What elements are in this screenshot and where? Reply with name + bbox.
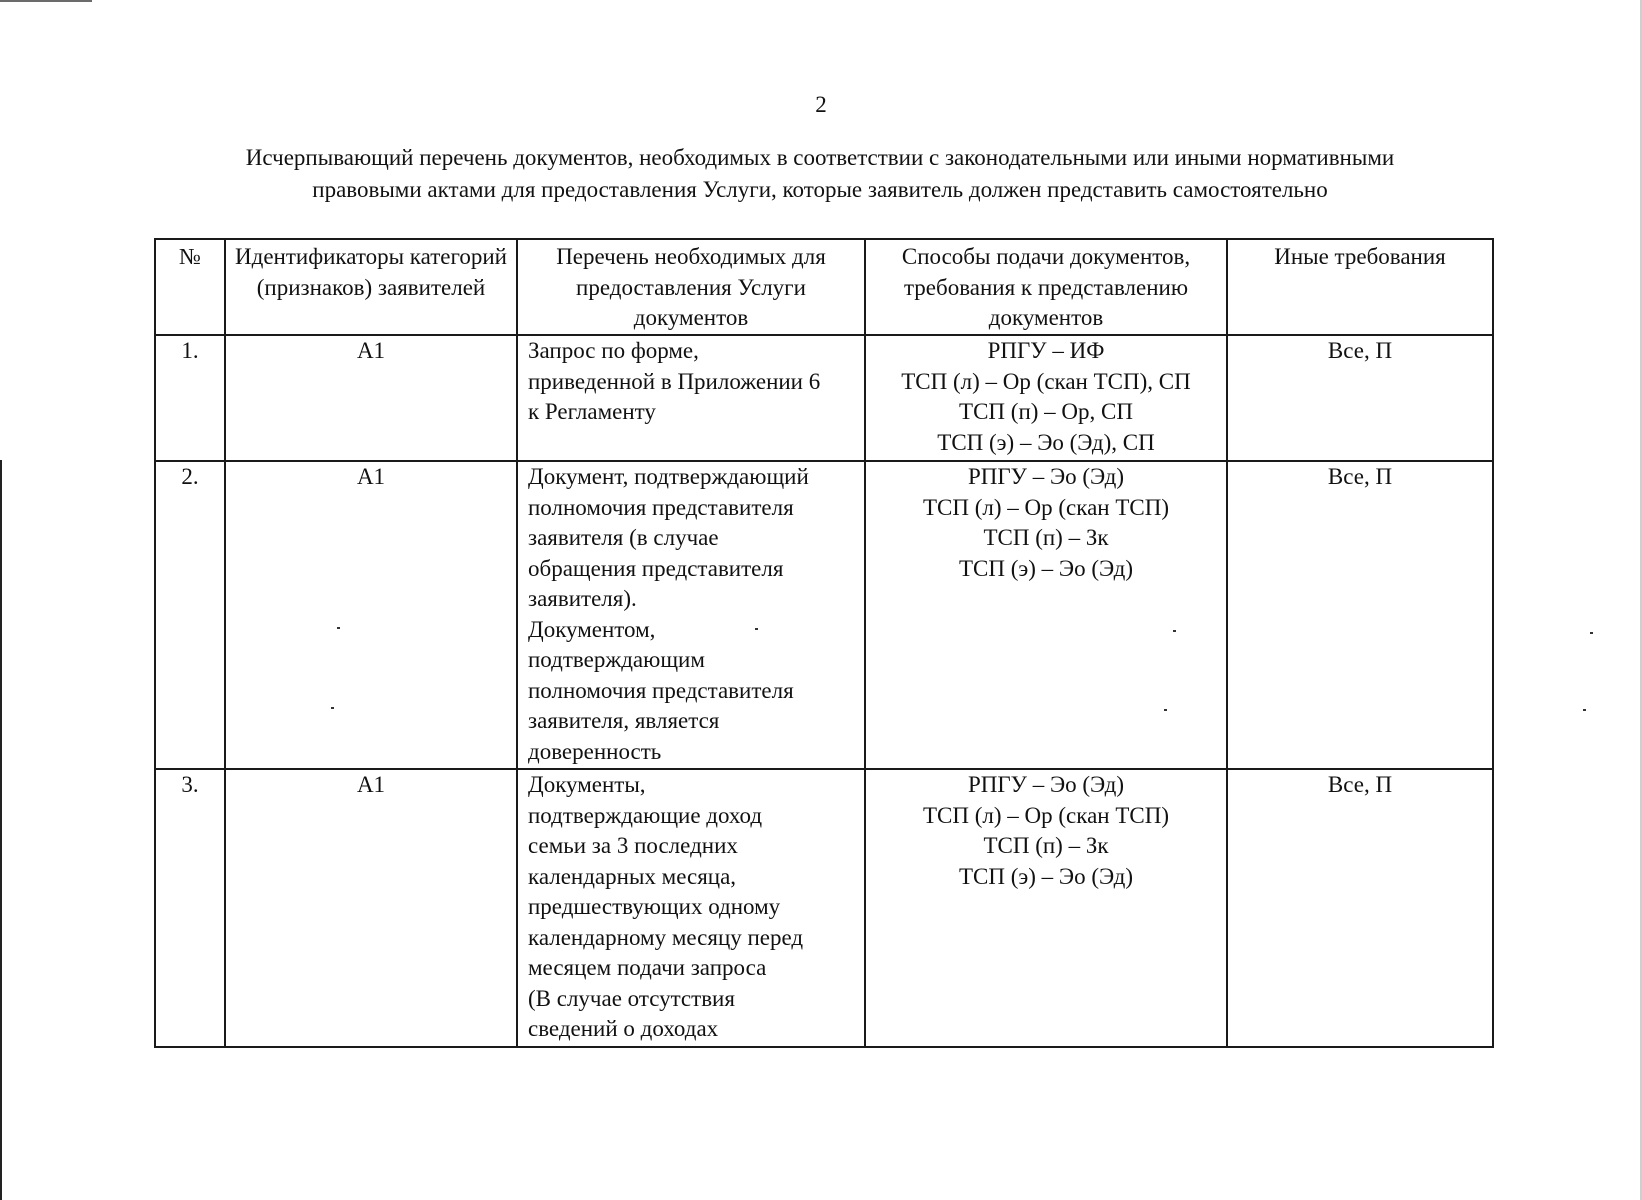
scan-speck (1590, 632, 1593, 634)
method-line: РПГУ – Эо (Эд) (967, 464, 1125, 489)
document-line: месяцем подачи запроса (528, 955, 767, 980)
row-document (517, 769, 865, 1047)
document-line: Запрос по форме, (528, 338, 699, 363)
method-line: ТСП (э) – Эо (Эд) (958, 863, 1133, 889)
document-line: Документы, (528, 772, 646, 797)
table-header-row (155, 239, 1493, 335)
document-line: приведенной в Приложении 6 (528, 368, 821, 394)
scan-edge-mark-top (0, 0, 92, 2)
document-line: обращения представителя (528, 555, 784, 581)
row-methods (865, 769, 1227, 1047)
row-number: 2. (155, 461, 225, 769)
document-line: (В случае отсутствия (528, 985, 735, 1011)
row-methods (865, 461, 1227, 769)
table-row (155, 769, 1493, 1047)
header-applicant-category: Идентификаторы категорий (признаков) заявителей (225, 239, 517, 335)
document-line: заявителя, является (528, 708, 720, 733)
row-methods (865, 335, 1227, 461)
table-row (155, 461, 1493, 769)
row-number: 1. (155, 335, 225, 461)
row-other-requirements: Все, П (1227, 335, 1493, 461)
table-row (155, 335, 1493, 461)
header-other-requirements: Иные требования (1227, 239, 1493, 335)
document-title-line: Исчерпывающий перечень документов, необходимых в соответствии с законодательными или иными нормативными (245, 145, 1395, 170)
document-line: доверенность (528, 738, 662, 764)
document-line: полномочия представителя (528, 494, 794, 520)
row-document (517, 461, 865, 769)
row-category: А1 (225, 769, 517, 1047)
document-line: Документом, (528, 616, 656, 642)
method-line: ТСП (л) – Ор (скан ТСП) (922, 802, 1170, 828)
method-line: РПГУ – ИФ (987, 338, 1105, 363)
method-line: ТСП (п) – Ор, СП (959, 399, 1133, 424)
row-document (517, 335, 865, 461)
header-required-documents: Перечень необходимых для предоставления Услуги документов (517, 239, 865, 335)
method-line: ТСП (э) – Эо (Эд), СП (937, 429, 1155, 455)
document-line: семьи за 3 последних (528, 833, 738, 858)
method-line: ТСП (п) – Зк (983, 525, 1109, 550)
method-line: ТСП (э) – Эо (Эд) (958, 555, 1133, 581)
scan-edge-mark-left (0, 460, 2, 1200)
document-line: предшествующих одному (528, 894, 781, 919)
document-line: полномочия представителя (528, 677, 794, 703)
document-line: заявителя (в случае (528, 525, 719, 550)
scan-speck (1583, 709, 1586, 711)
document-line: календарному месяцу перед (528, 924, 804, 950)
page-number: 2 (815, 92, 827, 117)
document-line: подтверждающим (528, 647, 705, 672)
row-other-requirements: Все, П (1227, 461, 1493, 769)
row-number: 3. (155, 769, 225, 1047)
document-title (160, 142, 1480, 206)
header-number: № (155, 239, 225, 335)
method-line: РПГУ – Эо (Эд) (967, 772, 1125, 797)
document-title-line: правовыми актами для предоставления Услуги, которые заявитель должен представить самостоятельно (312, 177, 1328, 202)
documents-table (154, 238, 1494, 1048)
document-line: заявителя). (528, 586, 637, 611)
method-line: ТСП (л) – Ор (скан ТСП) (922, 494, 1170, 520)
document-line: к Регламенту (528, 399, 656, 424)
method-line: ТСП (л) – Ор (скан ТСП), СП (901, 368, 1191, 394)
method-line: ТСП (п) – Зк (983, 833, 1109, 858)
row-category: А1 (225, 461, 517, 769)
document-line: Документ, подтверждающий (528, 464, 809, 489)
document-line: подтверждающие доход (528, 802, 763, 828)
document-line: сведений о доходах (528, 1016, 719, 1041)
row-category: А1 (225, 335, 517, 461)
header-submission-methods: Способы подачи документов, требования к представлению документов (865, 239, 1227, 335)
document-line: календарных месяца, (528, 863, 737, 889)
row-other-requirements: Все, П (1227, 769, 1493, 1047)
